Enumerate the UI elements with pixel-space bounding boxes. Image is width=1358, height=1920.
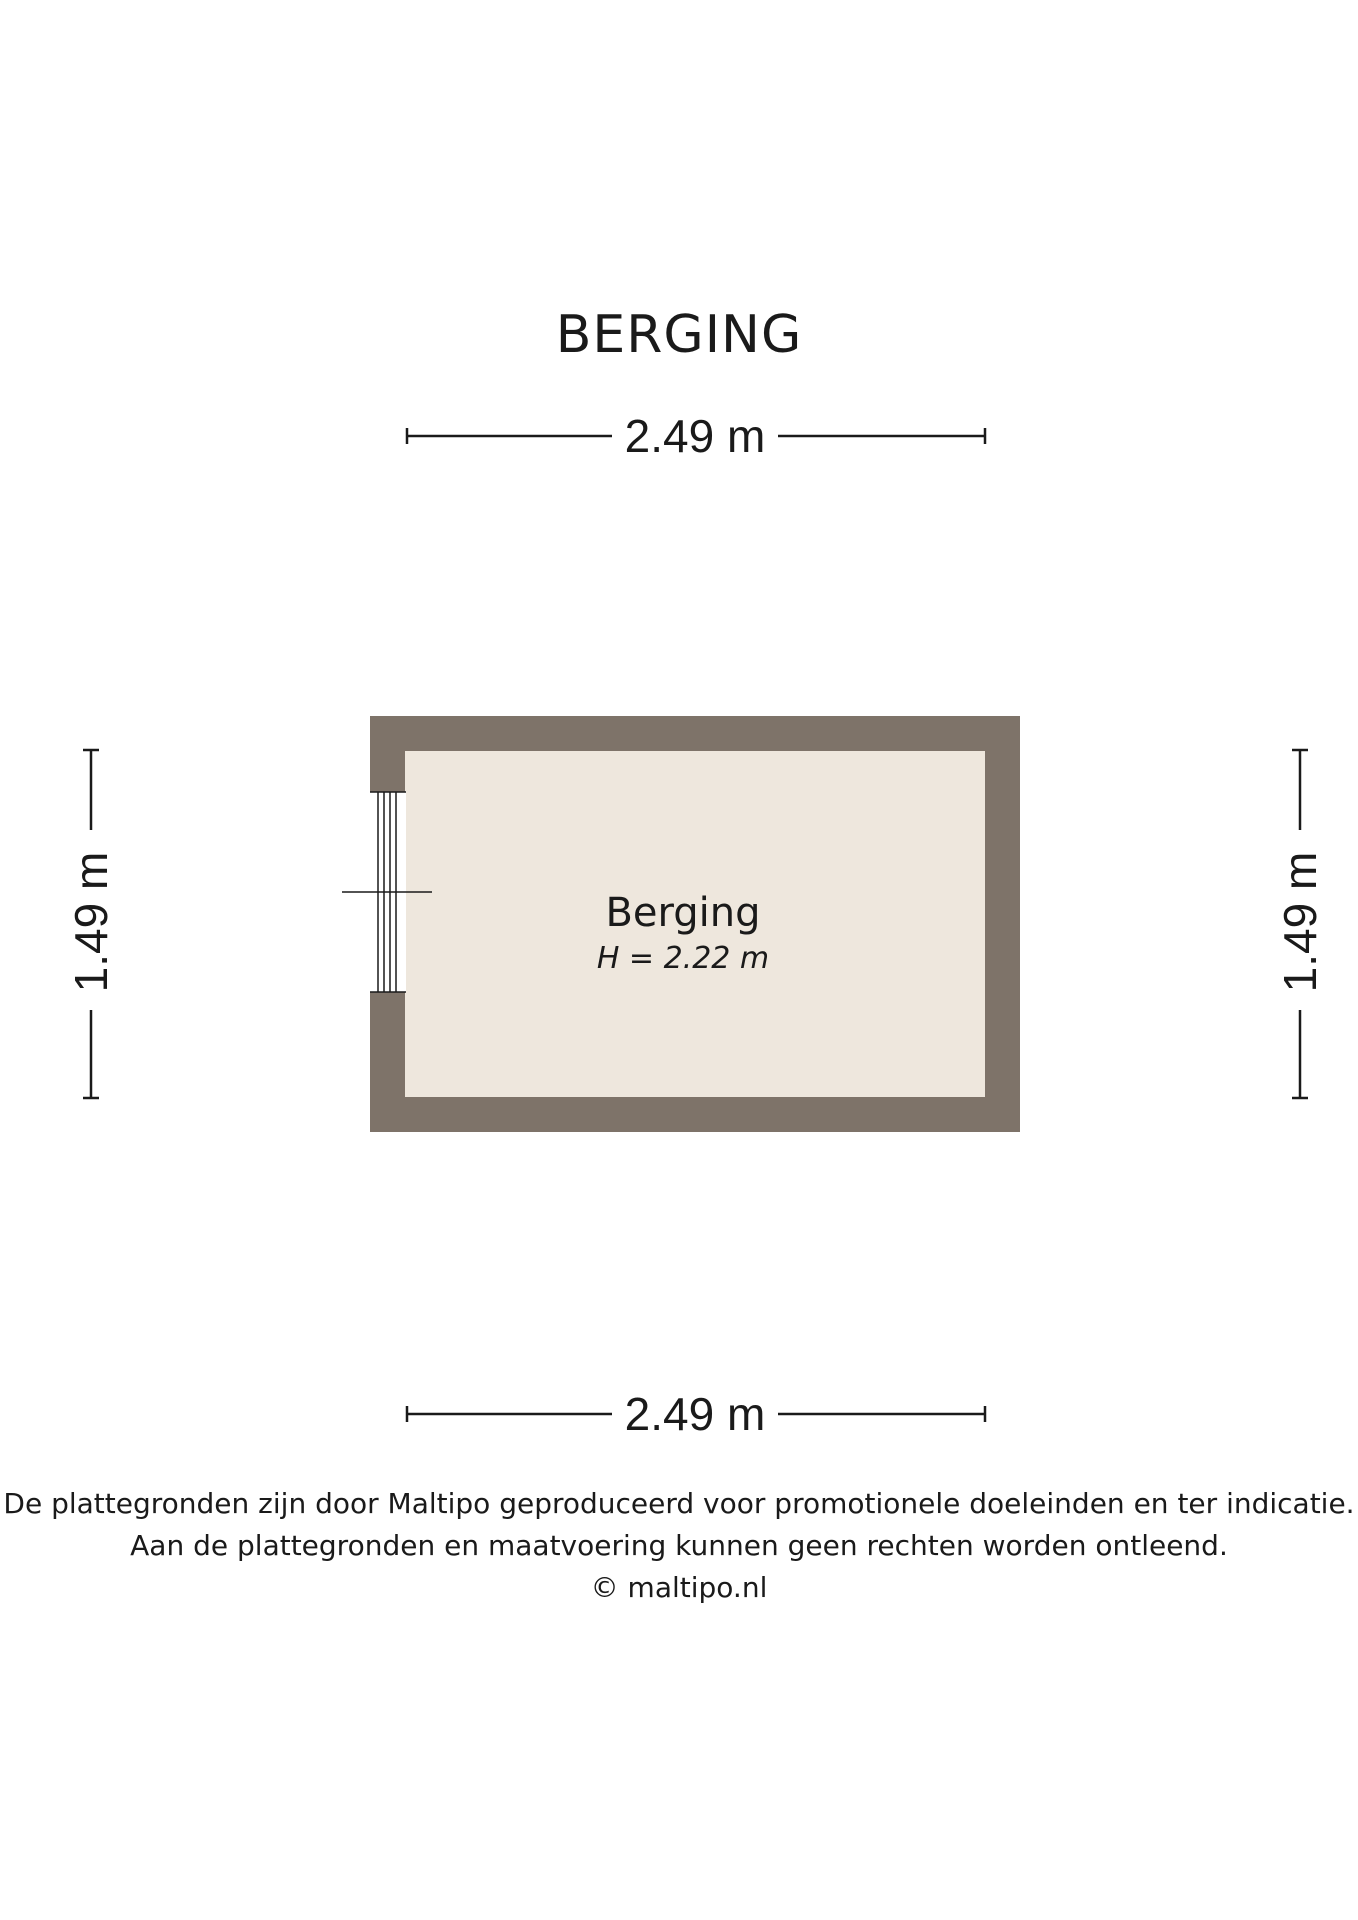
bottom-dimension-label: 2.49 m: [624, 1388, 766, 1440]
disclaimer-line-2: Aan de plattegronden en maatvoering kunnen geen rechten worden ontleend.: [130, 1529, 1228, 1562]
copyright-line: © maltipo.nl: [590, 1571, 768, 1604]
right-dimension-label: 1.49 m: [1274, 851, 1326, 993]
top-dimension-label: 2.49 m: [624, 410, 766, 462]
room-name: Berging: [605, 890, 761, 936]
disclaimer: [0, 1483, 1358, 1609]
left-dimension-label: 1.49 m: [65, 851, 117, 993]
plan-title: BERGING: [555, 305, 803, 365]
disclaimer-line-1: De plattegronden zijn door Maltipo geproduceerd voor promotionele doeleinden en ter indicatie.: [3, 1487, 1355, 1520]
room-height: H = 2.22 m: [596, 941, 770, 976]
